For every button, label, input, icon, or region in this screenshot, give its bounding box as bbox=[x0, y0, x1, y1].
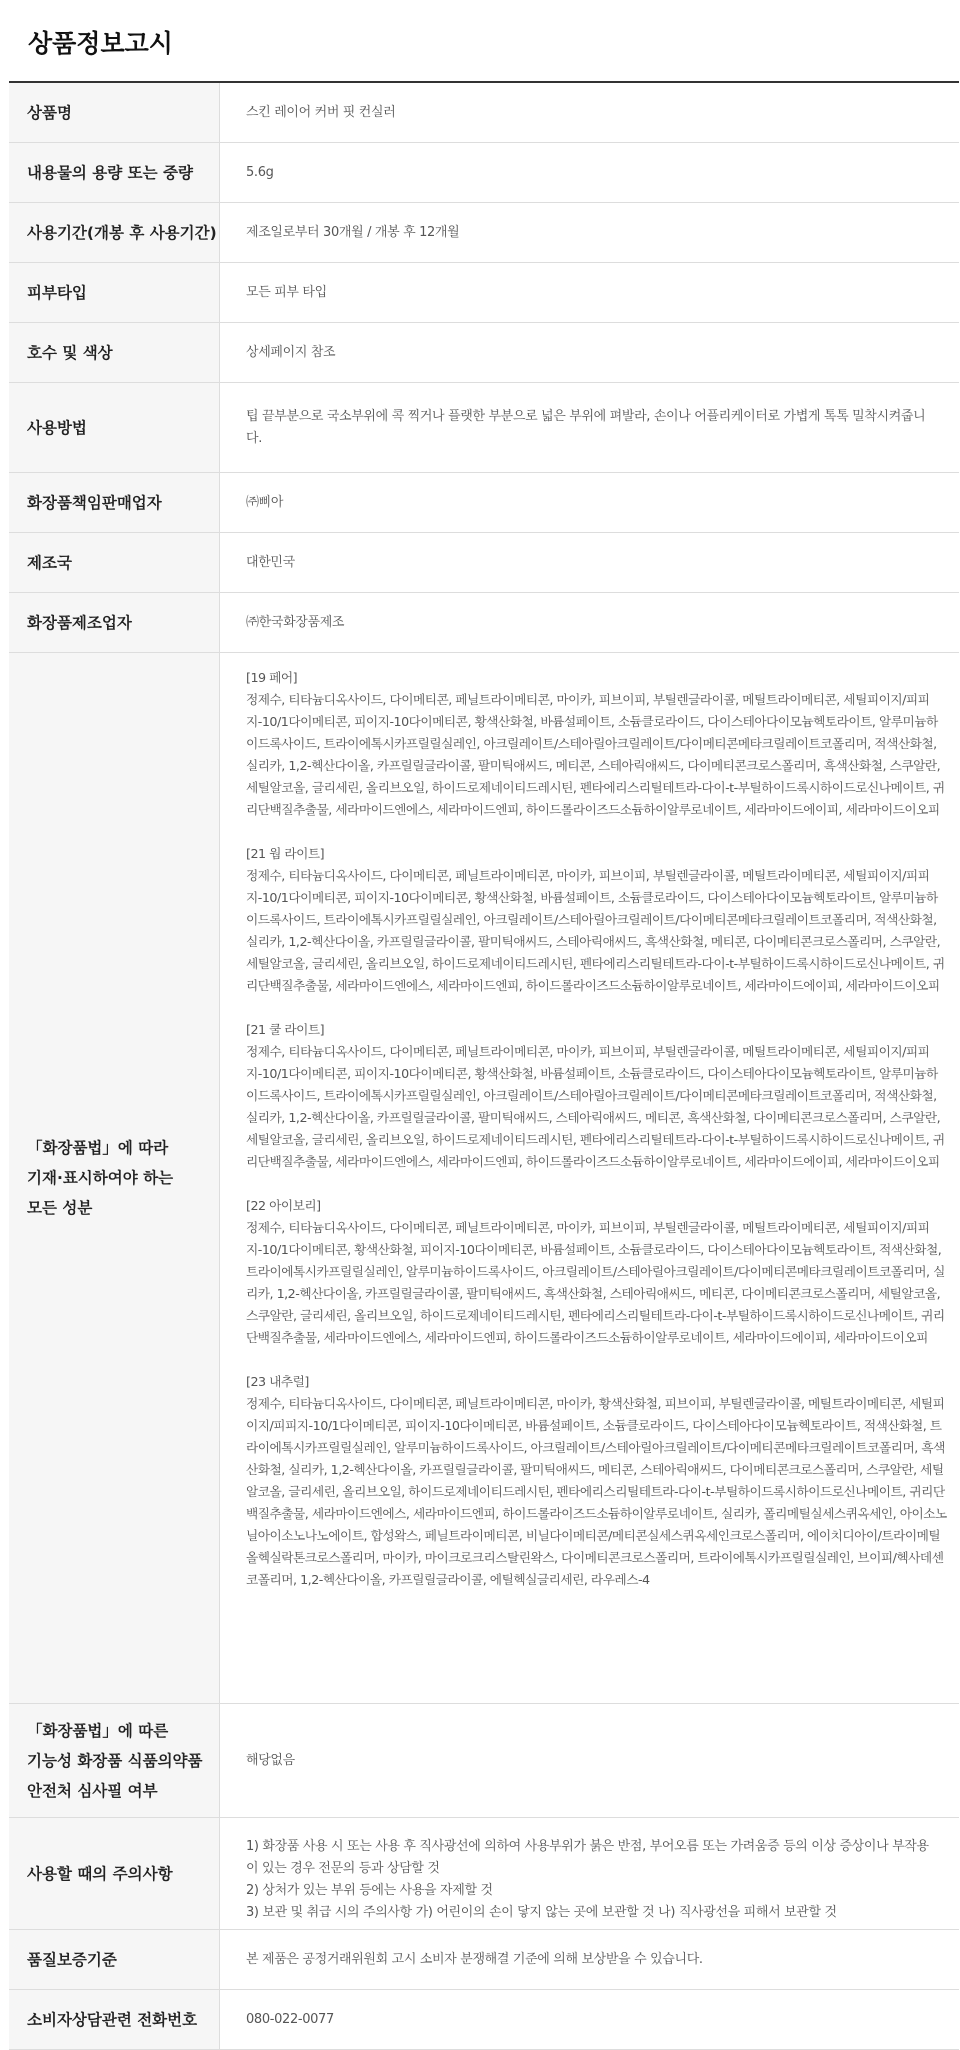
ingredient-block bbox=[246, 1195, 949, 1349]
row-value: ㈜삐아 bbox=[246, 494, 284, 510]
row-quality-standard bbox=[9, 1930, 959, 1990]
ingredient-text: 정제수, 티타늄디옥사이드, 다이메티콘, 페닐트라이메티콘, 마이카, 황색산화철, 피브이피, 부틸렌글라이콜, 메틸트라이메티콘, 세틸피이지/피피지-10/1다이메티콘, 피이지-10다이메티콘, 바륨설페이트, 소듐클로라이드, 다이스테아다이모늄헥토라이트, 적색산화철, 트라이에톡시카프릴릴실레인, 알루미늄하이드록사이드, 아크릴레이트/스테아릴아크릴레이트/다이메티콘메타크릴레이트코폴리머, 흑색산화철, 실리카, 1,2-헥산다이올, 카프릴릴글라이콜, 팔미틱애씨드, 메티콘, 스테아릭애씨드, 다이메티콘크로스폴리머, 스쿠알란, 세틸알코올, 글리세린, 올리브오일, 하이드로제네이티드레시틴, 펜타에리스리틸테트라-다이-t-부틸하이드록시하이드로신나메이트, 귀리단백질추출물, 세라마이드엔에스, 세라마이드엔피, 하이드롤라이즈드소듐하이알루로네이트, 실리카, 폴리메틸실세스퀴옥세인, 아이소노닐아이소노나노에이트, 합성왁스, 페닐트라이메티콘, 비닐다이메티콘/메티콘실세스퀴옥세인크로스폴리머, 에이치디아이/트라이메틸올헥실락톤크로스폴리머, 마이카, 마이크로크리스탈린왁스, 다이메티콘크로스폴리머, 트라이에톡시카프릴릴실레인, 브이피/헥사데센코폴리머, 1,2-헥산다이올, 카프릴릴글라이콜, 에틸헥실글리세린, 라우레스-4 bbox=[246, 1396, 947, 1587]
row-volume bbox=[9, 143, 959, 203]
row-precautions bbox=[9, 1818, 959, 1930]
ingredient-text: 정제수, 티타늄디옥사이드, 다이메티콘, 페닐트라이메티콘, 마이카, 피브이피, 부틸렌글라이콜, 메틸트라이메티콘, 세틸피이지/피피지-10/1다이메티콘, 피이지-10다이메티콘, 황색산화철, 바륨설페이트, 소듐클로라이드, 다이스테아다이모늄헥토라이트, 알루미늄하이드록사이드, 트라이에톡시카프릴릴실레인, 아크릴레이트/스테아릴아크릴레이트/다이메티콘메타크릴레이트코폴리머, 적색산화철, 실리카, 1,2-헥산다이올, 카프릴릴글라이콜, 팔미틱애씨드, 스테아릭애씨드, 메티콘, 흑색산화철, 다이메티콘크로스폴리머, 스쿠알란, 세틸알코올, 글리세린, 올리브오일, 하이드로제네이티드레시틴, 펜타에리스리틸테트라-다이-t-부틸하이드록시하이드로신나메이트, 귀리단백질추출물, 세라마이드엔에스, 세라마이드엔피, 하이드롤라이즈드소듐하이알루로네이트, 세라마이드에이피, 세라마이드이오피 bbox=[246, 1044, 945, 1169]
row-label: 내용물의 용량 또는 중량 bbox=[9, 143, 220, 202]
shade-heading: [19 페어] bbox=[246, 670, 298, 685]
label-line: 기능성 화장품 식품의약품 bbox=[27, 1751, 203, 1770]
ingredient-block bbox=[246, 667, 949, 821]
row-label bbox=[9, 653, 220, 1703]
ingredient-text: 정제수, 티타늄디옥사이드, 다이메티콘, 페닐트라이메티콘, 마이카, 피브이피, 부틸렌글라이콜, 메틸트라이메티콘, 세틸피이지/피피지-10/1다이메티콘, 피이지-10다이메티콘, 황색산화철, 바륨설페이트, 소듐클로라이드, 다이스테아다이모늄헥토라이트, 알루미늄하이드록사이드, 트라이에톡시카프릴릴실레인, 아크릴레이트/스테아릴아크릴레이트/다이메티콘메타크릴레이트코폴리머, 적색산화철, 실리카, 1,2-헥산다이올, 카프릴릴글라이콜, 팔미틱애씨드, 메티콘, 스테아릭애씨드, 다이메티콘크로스폴리머, 흑색산화철, 스쿠알란, 세틸알코올, 글리세린, 올리브오일, 하이드로제네이티드레시틴, 펜타에리스리틸테트라-다이-t-부틸하이드록시하이드로신나메이트, 귀리단백질추출물, 세라마이드엔에스, 세라마이드엔피, 하이드롤라이즈드소듐하이알루로네이트, 세라마이드에이피, 세라마이드이오피 bbox=[246, 692, 945, 817]
row-label: 제조국 bbox=[9, 533, 220, 592]
row-label: 화장품제조업자 bbox=[9, 593, 220, 652]
row-label: 소비자상담관련 전화번호 bbox=[9, 1990, 220, 2049]
ingredient-block bbox=[246, 1371, 949, 1591]
ingredient-text: 정제수, 티타늄디옥사이드, 다이메티콘, 페닐트라이메티콘, 마이카, 피브이피, 부틸렌글라이콜, 메틸트라이메티콘, 세틸피이지/피피지-10/1다이메티콘, 피이지-10다이메티콘, 황색산화철, 바륨설페이트, 소듐클로라이드, 다이스테아다이모늄헥토라이트, 알루미늄하이드록사이드, 트라이에톡시카프릴릴실레인, 아크릴레이트/스테아릴아크릴레이트/다이메티콘메타크릴레이트코폴리머, 적색산화철, 실리카, 1,2-헥산다이올, 카프릴릴글라이콜, 팔미틱애씨드, 스테아릭애씨드, 흑색산화철, 메티콘, 다이메티콘크로스폴리머, 스쿠알란, 세틸알코올, 글리세린, 올리브오일, 하이드로제네이티드레시틴, 펜타에리스리틸테트라-다이-t-부틸하이드록시하이드로신나메이트, 귀리단백질추출물, 세라마이드엔에스, 세라마이드엔피, 하이드롤라이즈드소듐하이알루로네이트, 세라마이드에이피, 세라마이드이오피 bbox=[246, 868, 945, 993]
row-label: 품질보증기준 bbox=[9, 1930, 220, 1989]
precaution-line: 3) 보관 및 취급 시의 주의사항 가) 어린이의 손이 닿지 않는 곳에 보관할 것 나) 직사광선을 피해서 보관할 것 bbox=[246, 1905, 837, 1920]
row-ingredients bbox=[9, 653, 959, 1704]
label-line: 「화장품법」에 따른 bbox=[27, 1721, 169, 1740]
row-value: 본 제품은 공정거래위원회 고시 소비자 분쟁해결 기준에 의해 보상받을 수 있습니다. bbox=[246, 1951, 703, 1967]
product-info-notice bbox=[9, 0, 959, 2050]
row-usage bbox=[9, 383, 959, 473]
ingredient-block bbox=[246, 1019, 949, 1173]
shade-heading: [21 쿨 라이트] bbox=[246, 1022, 325, 1037]
row-value: 제조일로부터 30개월 / 개봉 후 12개월 bbox=[246, 224, 460, 240]
row-product-name bbox=[9, 83, 959, 143]
row-label bbox=[9, 1704, 220, 1817]
row-manufacturer bbox=[9, 593, 959, 653]
shade-heading: [23 내추럴] bbox=[246, 1374, 309, 1389]
ingredient-block bbox=[246, 843, 949, 997]
shade-heading: [22 아이보리] bbox=[246, 1198, 321, 1213]
shade-heading: [21 웜 라이트] bbox=[246, 846, 325, 861]
row-label: 호수 및 색상 bbox=[9, 323, 220, 382]
row-value: 5.6g bbox=[246, 164, 274, 180]
row-label: 피부타입 bbox=[9, 263, 220, 322]
row-value: 스킨 레이어 커버 핏 컨실러 bbox=[246, 104, 396, 120]
row-value: 대한민국 bbox=[246, 554, 295, 570]
row-customer-phone bbox=[9, 1990, 959, 2050]
row-label: 화장품책임판매업자 bbox=[9, 473, 220, 532]
precaution-line: 2) 상처가 있는 부위 등에는 사용을 자제할 것 bbox=[246, 1883, 493, 1898]
row-functional-review bbox=[9, 1704, 959, 1818]
row-label: 사용방법 bbox=[9, 383, 220, 472]
row-value: 080-022-0077 bbox=[246, 2011, 334, 2027]
label-line: 모든 성분 bbox=[27, 1199, 93, 1217]
row-skin-type bbox=[9, 263, 959, 323]
row-value: 상세페이지 참조 bbox=[246, 344, 336, 360]
row-value bbox=[220, 1818, 959, 1929]
row-label: 사용기간(개봉 후 사용기간) bbox=[9, 203, 220, 262]
row-value: 팁 끝부분으로 국소부위에 콕 찍거나 플랫한 부분으로 넓은 부위에 펴발라, 손이나 어플리케이터로 가볍게 톡톡 밀착시켜줍니다. bbox=[246, 408, 926, 446]
row-expiry bbox=[9, 203, 959, 263]
page-title: 상품정보고시 bbox=[9, 0, 959, 83]
info-table bbox=[9, 83, 959, 2050]
row-value: 모든 피부 타입 bbox=[246, 284, 327, 300]
row-label: 상품명 bbox=[9, 83, 220, 142]
ingredients-list bbox=[220, 653, 959, 1703]
row-value: 해당없음 bbox=[246, 1752, 295, 1768]
label-line: 안전처 심사필 여부 bbox=[27, 1781, 158, 1800]
label-line: 기재·표시하여야 하는 bbox=[27, 1169, 174, 1187]
row-country bbox=[9, 533, 959, 593]
row-value: ㈜한국화장품제조 bbox=[246, 614, 345, 630]
row-label: 사용할 때의 주의사항 bbox=[9, 1818, 220, 1929]
row-shade bbox=[9, 323, 959, 383]
label-line: 「화장품법」에 따라 bbox=[27, 1139, 169, 1157]
row-distributor bbox=[9, 473, 959, 533]
ingredient-text: 정제수, 티타늄디옥사이드, 다이메티콘, 페닐트라이메티콘, 마이카, 피브이피, 부틸렌글라이콜, 메틸트라이메티콘, 세틸피이지/피피지-10/1다이메티콘, 황색산화철, 피이지-10다이메티콘, 바륨설페이트, 소듐클로라이드, 다이스테아다이모늄헥토라이트, 적색산화철, 트라이에톡시카프릴릴실레인, 알루미늄하이드록사이드, 아크릴레이트/스테아릴아크릴레이트/다이메티콘메타크릴레이트코폴리머, 실리카, 1,2-헥산다이올, 카프릴릴글라이콜, 팔미틱애씨드, 흑색산화철, 스테아릭애씨드, 메티콘, 다이메티콘크로스폴리머, 세틸알코올, 스쿠알란, 글리세린, 올리브오일, 하이드로제네이티드레시틴, 펜타에리스리틸테트라-다이-t-부틸하이드록시하이드로신나메이트, 귀리단백질추출물, 세라마이드엔에스, 세라마이드엔피, 하이드롤라이즈드소듐하이알루로네이트, 세라마이드에이피, 세라마이드이오피 bbox=[246, 1220, 945, 1345]
precaution-line: 1) 화장품 사용 시 또는 사용 후 직사광선에 의하여 사용부위가 붉은 반점, 부어오름 또는 가려움증 등의 이상 증상이나 부작용이 있는 경우 전문의 등과 상담할 것 bbox=[246, 1839, 929, 1876]
